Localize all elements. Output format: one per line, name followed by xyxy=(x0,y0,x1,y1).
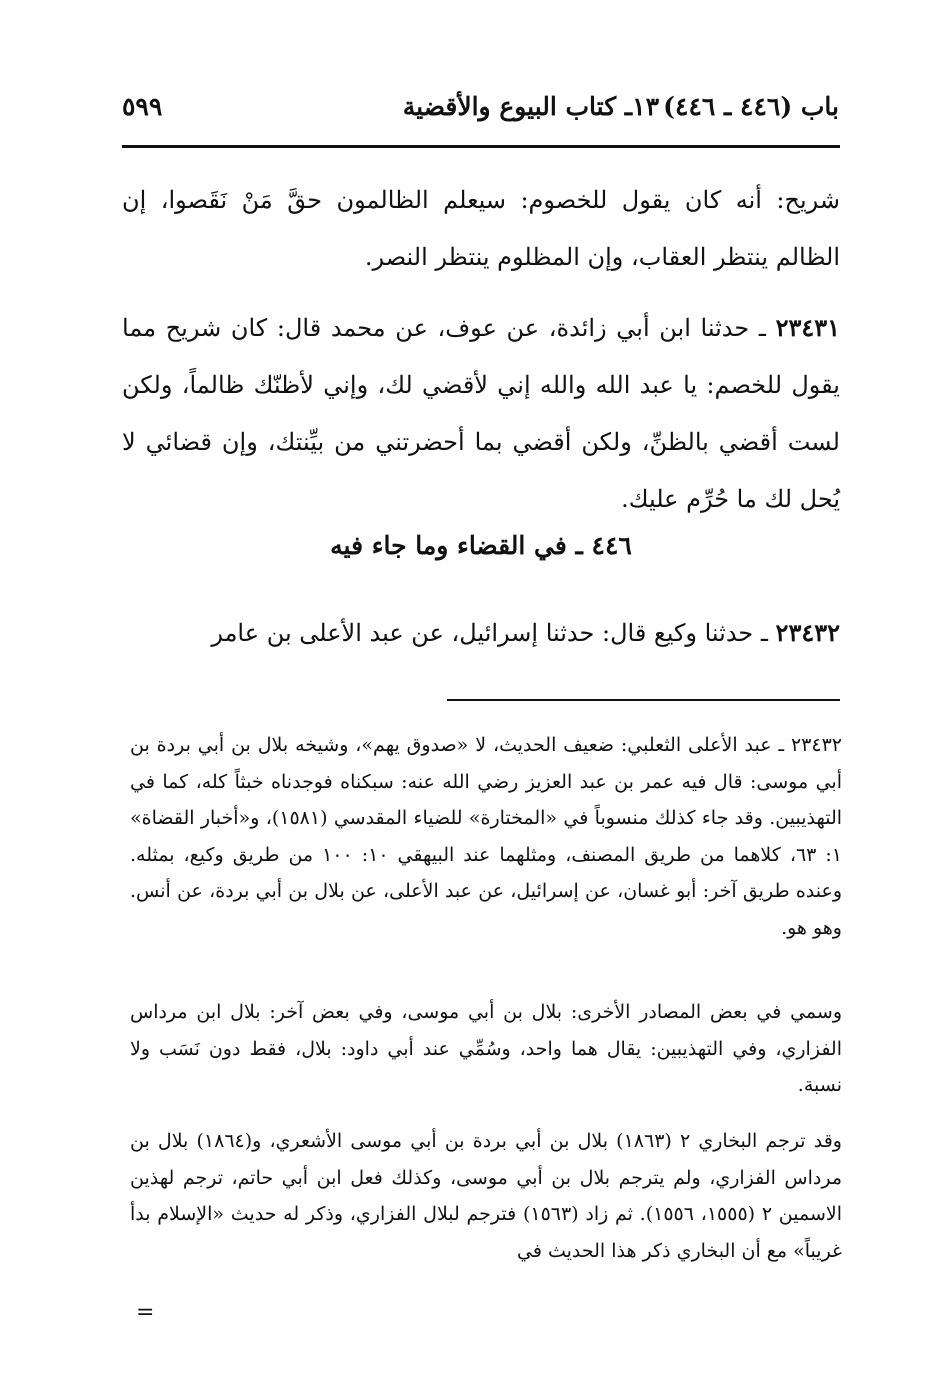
continuation-mark: = xyxy=(136,1300,155,1325)
hadith-text: ـ حدثنا وكيع قال: حدثنا إسرائيل، عن عبد الأعلى بن عامر xyxy=(211,619,776,647)
page-header xyxy=(122,92,839,136)
footnote-3: وقد ترجم البخاري ٢ (١٨٦٣) بلال بن أبي بردة بن أبي موسى الأشعري، و(١٨٦٤) بلال بن مرداس الفزاري، ولم يترجم بلال بن أبي موسى، وكذلك فعل ابن أبي حاتم، ترجم لهذين الاسمين ٢ (١٥٥٥، ١٥٥٦). ثم زاد (١٥٦٣) فترجم لبلال الفزاري، وذكر له حديث «الإسلام بدأ غريباً» مع أن البخاري ذكر هذا الحديث في xyxy=(130,1130,842,1262)
chapter-range: باب (٤٤٦ ـ ٤٤٦) xyxy=(663,92,839,121)
footnote-2: وسمي في بعض المصادر الأخرى: بلال بن أبي موسى، وفي بعض آخر: بلال ابن مرداس الفزاري، وفي التهذيبين: يقال هما واحد، وسُمِّي عند أبي داود: بلال، فقط دون نَسَب ولا نسبة. xyxy=(130,1001,843,1096)
footnote-1: ٢٣٤٣٢ ـ عبد الأعلى الثعلبي: ضعيف الحديث، لا «صدوق يهم»، وشيخه بلال بن أبي بردة بن أبي موسى: قال فيه عمر بن عبد العزيز رضي الله عنه: سبكناه فوجدناه خبثاً كله، كما في التهذيبين. وقد جاء كذلك منسوباً في «المختارة» للضياء المقدسي (١٥٨١)، و«أخبار القضاة» ١: ٦٣، كلاهما من طريق المصنف، ومثلهما عند البيهقي ١٠: ١٠٠ من طريق وكيع، بمثله. وعنده طريق آخر: أبو غسان، عن إسرائيل، عن عبد الأعلى، عن بلال بن أبي بردة، عن أنس. وهو هو. xyxy=(130,734,843,939)
paragraph-shurayh: شريح: أنه كان يقول للخصوم: سيعلم الظالمون حقَّ مَنْ نَقَصوا، إن الظالم ينتظر العقاب، وإن المظلوم ينتظر النصر. xyxy=(122,186,840,271)
footnote-separator xyxy=(447,699,840,701)
hadith-text: ـ حدثنا ابن أبي زائدة، عن عوف، عن محمد قال: كان شريح مما يقول للخصم: يا عبد الله والله إني لأقضي لك، وإني لأظنّك ظالماً، ولكن لست أقضي بالظنِّ، ولكن أقضي بما أحضرتني من بيِّنتك، وإن قضائي لا يُحل لك ما حُرِّم عليك. xyxy=(122,314,840,513)
header-rule xyxy=(122,145,840,148)
hadith-number: ٢٣٤٣٢ xyxy=(775,618,840,647)
hadith-number: ٢٣٤٣١ xyxy=(775,313,841,342)
hadith-23431 xyxy=(122,299,840,528)
section-heading: ٤٤٦ ـ في القضاء وما جاء فيه xyxy=(330,531,632,560)
hadith-23432 xyxy=(122,604,840,662)
book-title: ١٣ـ كتاب البيوع والأقضية xyxy=(402,92,659,121)
page-number: ٥٩٩ xyxy=(122,92,163,121)
